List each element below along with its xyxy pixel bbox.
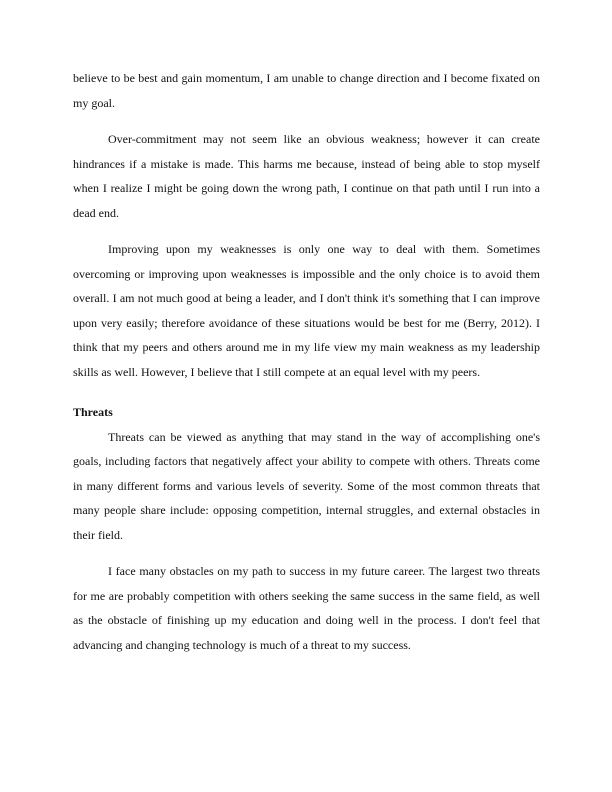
paragraph-threats-definition: Threats can be viewed as anything that may stand in the way of accomplishing one's goals, including factors that negatively affect your ability to compete with others. Threats come in many different forms and various levels of severity. Some of the most common threats that many people share include: opposing competition, internal struggles, and external obstacles in their field. xyxy=(73,429,540,542)
document-body xyxy=(73,66,540,669)
paragraph-obstacles: I face many obstacles on my path to success in my future career. The largest two threats for me are probably competition with others seeking the same success in the same field, as well as the obstacle of finishing up my education and doing well in the process. I don't feel that advancing and changing technology is much of a threat to my success. xyxy=(73,564,540,652)
paragraph-over-commitment: Over-commitment may not seem like an obvious weakness; however it can create hindrances if a mistake is made. This harms me because, instead of being able to stop myself when I realize I might be going down the wrong path, I continue on that path until I run into a dead end. xyxy=(73,132,540,220)
paragraph-continuation: believe to be best and gain momentum, I am unable to change direction and I become fixated on my goal. xyxy=(73,71,540,110)
section-heading-threats: Threats xyxy=(73,405,113,419)
paragraph-improving-weaknesses: Improving upon my weaknesses is only one way to deal with them. Sometimes overcoming or improving upon weaknesses is impossible and the only choice is to avoid them overall. I am not much good at being a leader, and I don't think it's something that I can improve upon very easily; therefore avoidance of these situations would be best for me (Berry, 2012). I think that my peers and others around me in my life view my main weakness as my leadership skills as well. However, I believe that I still compete at an equal level with my peers. xyxy=(73,242,540,379)
